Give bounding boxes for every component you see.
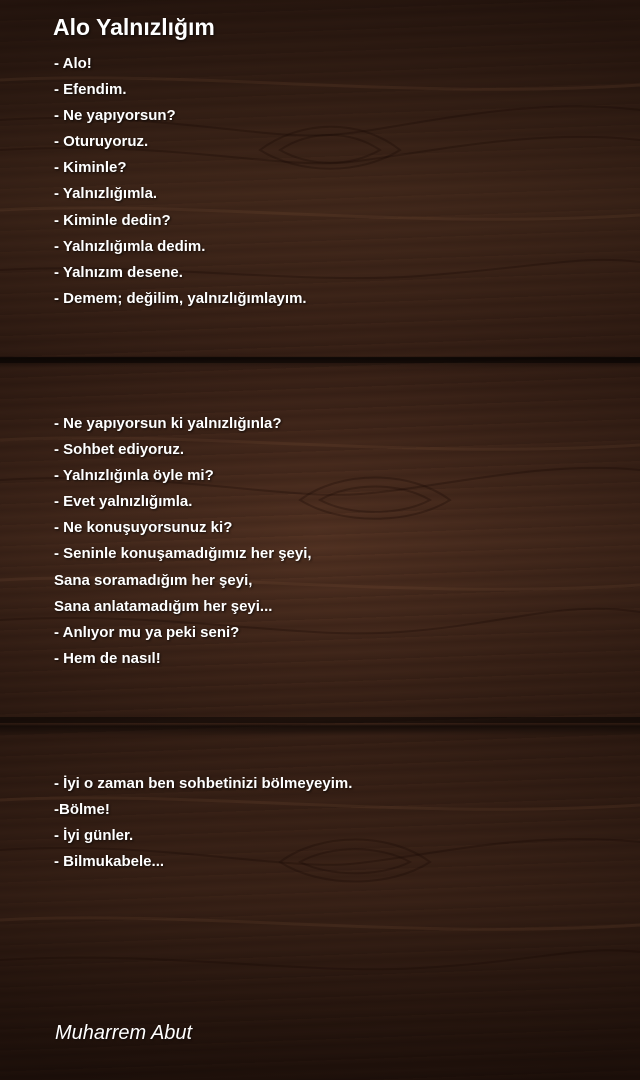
poem-line: - Ne yapıyorsun ki yalnızlığınla?: [54, 415, 282, 432]
poem-line: - Demem; değilim, yalnızlığımlayım.: [54, 289, 307, 307]
stanza-3: [54, 771, 614, 875]
poem-line: - İyi günler.: [54, 827, 134, 845]
poem-line: - Sohbet ediyoruz.: [54, 441, 185, 459]
poem-line: - Kiminle?: [54, 159, 127, 177]
poem-line: Sana anlatamadığım her şeyi...: [54, 597, 273, 615]
stanza-2: [54, 411, 614, 672]
poem-line: Sana soramadığım her şeyi,: [54, 571, 253, 589]
poem-line: - Hem de nasıl!: [54, 649, 161, 667]
poem-line: - Anlıyor mu ya peki seni?: [54, 623, 240, 641]
poem-line: - Yalnızlığımla.: [54, 185, 158, 203]
poem-line: - Ne yapıyorsun?: [54, 107, 176, 125]
poem-line: - Alo!: [54, 55, 92, 72]
poem-line: - Yalnızlığımla dedim.: [54, 237, 206, 255]
poem-line: - Yalnızlığınla öyle mi?: [54, 467, 214, 485]
poem-line: - Yalnızım desene.: [54, 263, 183, 281]
stanza-1: [54, 51, 614, 312]
poem-line: - Efendim.: [54, 81, 127, 99]
poem-line: - Evet yalnızlığımla.: [54, 493, 193, 511]
poem-line: - Ne konuşuyorsunuz ki?: [54, 519, 233, 537]
poem-line: - Bilmukabele...: [54, 853, 165, 871]
poem-line: - Kiminle dedin?: [54, 211, 171, 229]
poem-line: - Seninle konuşamadığımız her şeyi,: [54, 545, 312, 563]
poem-line: - İyi o zaman ben sohbetinizi bölmeyeyim.: [54, 775, 353, 792]
poem-line: - Oturuyoruz.: [54, 133, 149, 151]
poem-title: Alo Yalnızlığım: [53, 14, 215, 40]
author-name: Muharrem Abut: [55, 1022, 193, 1044]
poem-line: -Bölme!: [54, 801, 110, 819]
